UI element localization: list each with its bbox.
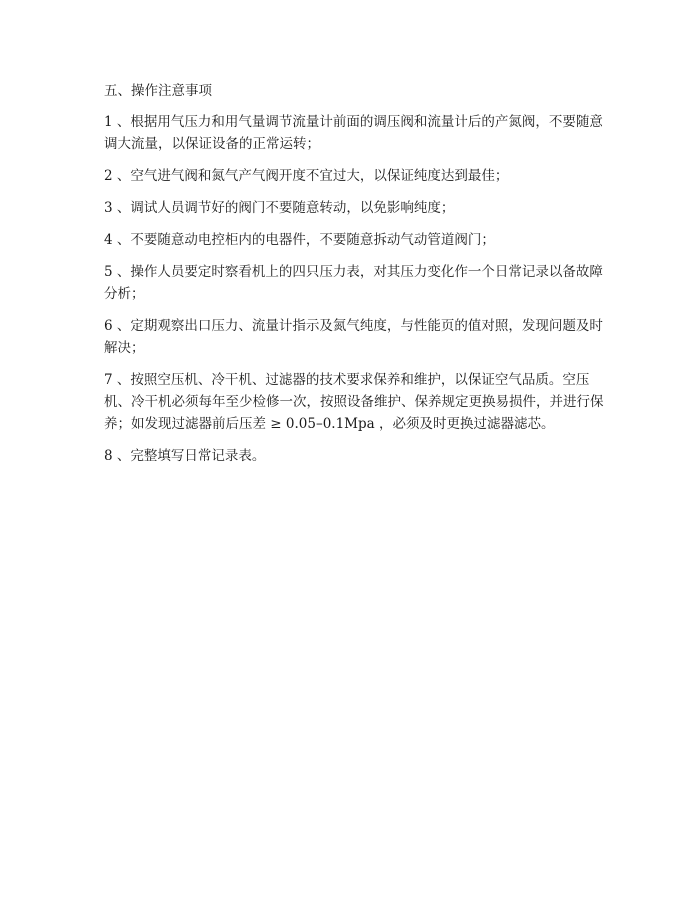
list-item-4: 4 、不要随意动电控柜内的电器件，不要随意拆动气动管道阀门；: [104, 232, 495, 248]
list-item-2: 2 、空气进气阀和氮气产气阀开度不宜过大，以保证纯度达到最佳；: [104, 168, 509, 184]
list-item-8: 8 、完整填写日常记录表。: [104, 448, 266, 464]
list-item-1: 1 、根据用气压力和用气量调节流量计前面的调压阀和流量计后的产氮阀，不要随意调大流量，以保证设备的正常运转；: [104, 114, 603, 152]
list-item-7: 7 、按照空压机、冷干机、过滤器的技术要求保养和维护，以保证空气品质。空压机、冷干机必须每年至少检修一次，按照设备维护、保养规定更换易损件，并进行保养；如发现过滤器前后压差 ≥ 0.05–0.1Mpa ，必须及时更换过滤器滤芯。: [104, 372, 604, 432]
list-item-3: 3 、调试人员调节好的阀门不要随意转动，以免影响纯度；: [104, 200, 455, 216]
document-body: [104, 80, 608, 477]
section-heading: 五、操作注意事项: [104, 83, 212, 99]
list-item-6: 6 、定期观察出口压力、流量计指示及氮气纯度，与性能页的值对照，发现问题及时解决；: [104, 318, 603, 356]
list-item-5: 5 、操作人员要定时察看机上的四只压力表，对其压力变化作一个日常记录以备故障分析；: [104, 264, 603, 302]
